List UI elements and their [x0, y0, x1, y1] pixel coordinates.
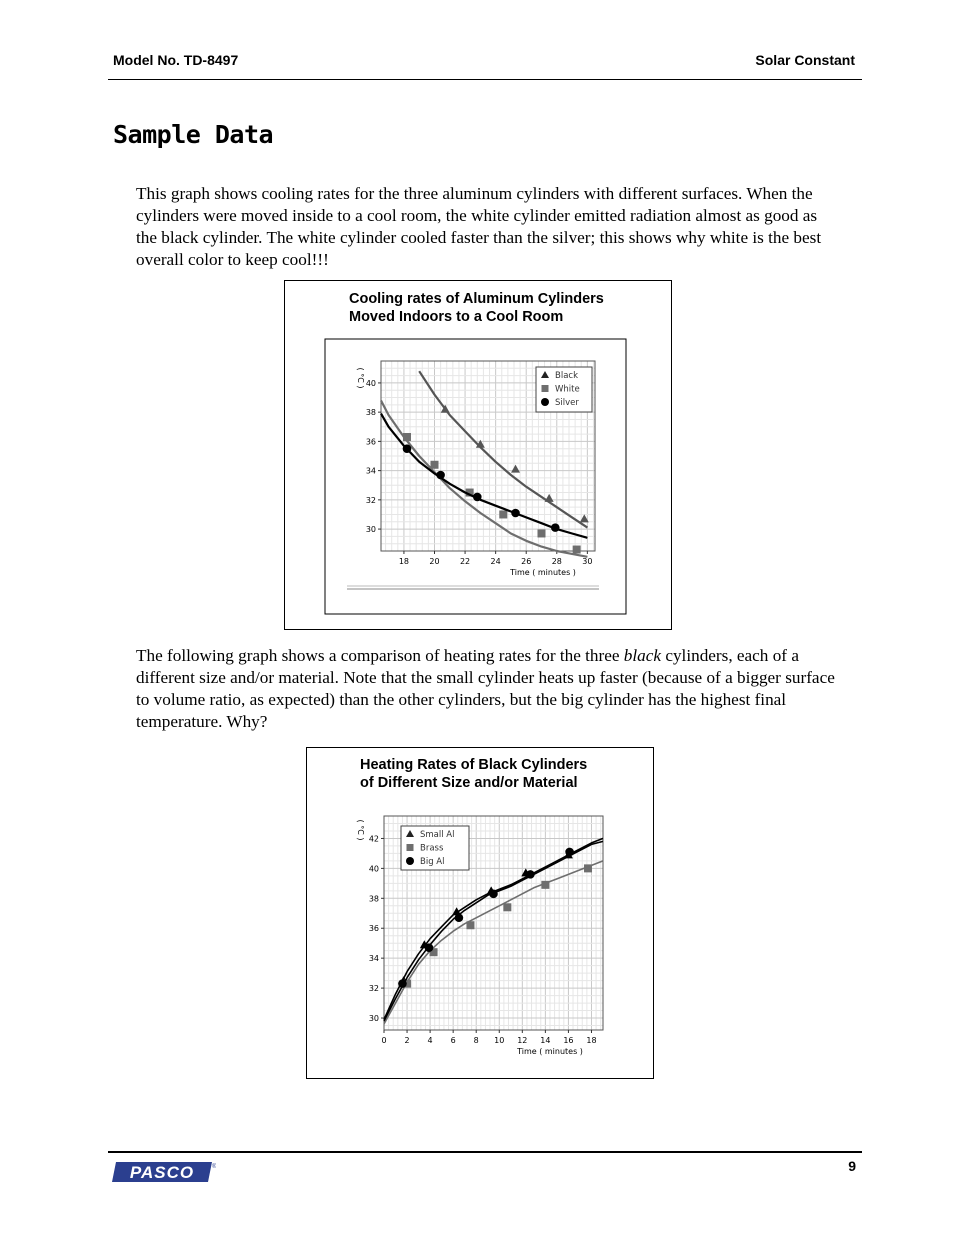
page-number: 9: [848, 1158, 856, 1174]
heating-chart-xtick-label: 0: [381, 1036, 387, 1045]
cooling-chart-legend-label: Black: [555, 371, 578, 381]
cooling-chart-title-line2: Moved Indoors to a Cool Room: [349, 309, 564, 325]
heating-chart-series-big-al-marker: [526, 870, 535, 879]
heating-rates-figure: [306, 747, 654, 1079]
heating-chart-xtick-label: 16: [563, 1036, 574, 1045]
header-document-title: Solar Constant: [755, 52, 855, 68]
cooling-chart-ytick-label: 40: [365, 378, 376, 388]
heating-chart-xtick-label: 12: [517, 1036, 528, 1045]
cooling-chart-series-silver-marker: [473, 493, 482, 502]
heating-chart-series-big-al-marker: [489, 890, 498, 899]
heating-chart-xtick-label: 4: [427, 1036, 433, 1045]
heating-chart-xtick-label: 14: [540, 1036, 551, 1045]
cooling-chart-ytick-label: 32: [365, 495, 376, 505]
cooling-chart-series-black-marker: [545, 494, 554, 502]
header-divider: [108, 79, 862, 80]
cooling-chart-x-axis-label: Time ( minutes ): [510, 568, 576, 577]
heating-chart-title-line2: of Different Size and/or Material: [360, 775, 578, 791]
heating-description-paragraph: [136, 645, 836, 733]
cooling-chart-xtick-label: 26: [521, 557, 532, 566]
heating-chart-ytick-label: 30: [368, 1014, 379, 1024]
cooling-chart-series-white-marker: [403, 433, 411, 441]
heating-chart-series-big-al-marker: [398, 979, 407, 988]
heating-chart-series-brass-marker: [466, 921, 474, 929]
heating-chart-ytick-label: 34: [368, 954, 379, 964]
cooling-chart-series-white-marker: [538, 529, 546, 537]
footer-divider: [108, 1151, 862, 1153]
heating-chart-ytick-label: 32: [368, 984, 379, 994]
cooling-chart-series-silver-marker: [551, 523, 560, 532]
heating-chart-ytick-label: 42: [368, 834, 379, 844]
cooling-chart-xtick-label: 22: [459, 557, 471, 566]
cooling-rates-chart: [285, 281, 671, 629]
svg-text:®: ®: [212, 1164, 216, 1170]
cooling-chart-legend-circle-icon: [541, 398, 549, 406]
cooling-chart-ytick-label: 34: [365, 466, 376, 476]
heating-chart-ytick-label: 40: [368, 864, 379, 874]
cooling-chart-ytick-label: 36: [365, 437, 376, 447]
heating-chart-legend-square-icon: [407, 844, 414, 851]
heating-chart-xtick-label: 18: [586, 1036, 597, 1045]
cooling-chart-y-axis-label: ( °C ): [356, 367, 365, 389]
cooling-chart-series-silver-marker: [403, 444, 412, 453]
cooling-chart-xtick-label: 18: [398, 557, 410, 566]
heating-chart-series-big-al-marker: [425, 943, 434, 952]
heating-chart-series-brass-marker: [584, 864, 592, 872]
heating-chart-series-brass-marker: [541, 881, 549, 889]
heating-chart-series-brass-line: [384, 861, 603, 1024]
paragraph2-text-start: The following graph shows a comparison of heating rates for the three: [136, 646, 624, 665]
heating-chart-series-brass-marker: [503, 903, 511, 911]
heating-chart-legend-label: Big Al: [420, 857, 445, 867]
cooling-chart-series-white-marker: [431, 461, 439, 469]
cooling-chart-xtick-label: 20: [429, 557, 440, 566]
cooling-chart-series-white-marker: [573, 546, 581, 554]
section-title: Sample Data: [113, 120, 274, 149]
paragraph2-text-end: cylinders, each of a different size and/or material. Note that the small cylinder heats up faster (because of a bigger surface to volume ratio, as expected) than the other cylinders, but the big cylinder has the highest final temperature. Why?: [136, 646, 835, 731]
heating-chart-xtick-label: 6: [450, 1036, 456, 1045]
heating-chart-xtick-label: 2: [404, 1036, 410, 1045]
heating-chart-series-big-al-marker: [455, 913, 464, 922]
cooling-chart-ytick-label: 30: [365, 525, 376, 535]
heating-chart-xtick-label: 8: [473, 1036, 479, 1045]
cooling-chart-legend-square-icon: [542, 385, 549, 392]
heating-chart-y-axis-label: ( °C ): [356, 819, 365, 841]
cooling-chart-series-silver-marker: [436, 471, 445, 480]
heating-chart-series-big-al-marker: [565, 848, 574, 857]
header-model-number: Model No. TD-8497: [113, 52, 239, 68]
cooling-chart-title-line1: Cooling rates of Aluminum Cylinders: [349, 291, 604, 307]
cooling-chart-series-black-marker: [511, 465, 520, 473]
heating-chart-legend-label: Small Al: [420, 830, 455, 840]
cooling-chart-xtick-label: 30: [582, 557, 593, 566]
pasco-logo: [112, 1160, 216, 1184]
pasco-logo-text: PASCO: [129, 1163, 195, 1182]
cooling-chart-legend-label: Silver: [555, 398, 579, 408]
heating-chart-ytick-label: 38: [368, 894, 379, 904]
cooling-chart-legend-label: White: [555, 384, 580, 395]
heating-chart-legend-label: Brass: [420, 843, 444, 854]
cooling-chart-series-white-marker: [499, 510, 507, 518]
paragraph2-italic-word: black: [623, 646, 662, 665]
cooling-chart-ytick-label: 38: [365, 408, 376, 418]
heating-chart-legend-circle-icon: [406, 857, 414, 865]
heating-chart-title-line1: Heating Rates of Black Cylinders: [360, 757, 588, 773]
cooling-chart-series-silver-marker: [511, 509, 520, 518]
cooling-chart-xtick-label: 28: [551, 557, 562, 566]
cooling-description-paragraph: This graph shows cooling rates for the three aluminum cylinders with different surfaces. When the cylinders were moved inside to a cool room, the white cylinder emitted radiation almost as good as the black cylinder. The white cylinder cooled faster than the silver; this shows why white is the best overall color to keep cool!!!: [136, 184, 822, 269]
cooling-rates-figure: [284, 280, 672, 630]
cooling-chart-xtick-label: 24: [490, 557, 501, 566]
heating-chart-x-axis-label: Time ( minutes ): [517, 1047, 583, 1056]
heating-rates-chart: [307, 748, 653, 1078]
heating-chart-xtick-label: 10: [494, 1036, 505, 1045]
heating-chart-ytick-label: 36: [368, 924, 379, 934]
